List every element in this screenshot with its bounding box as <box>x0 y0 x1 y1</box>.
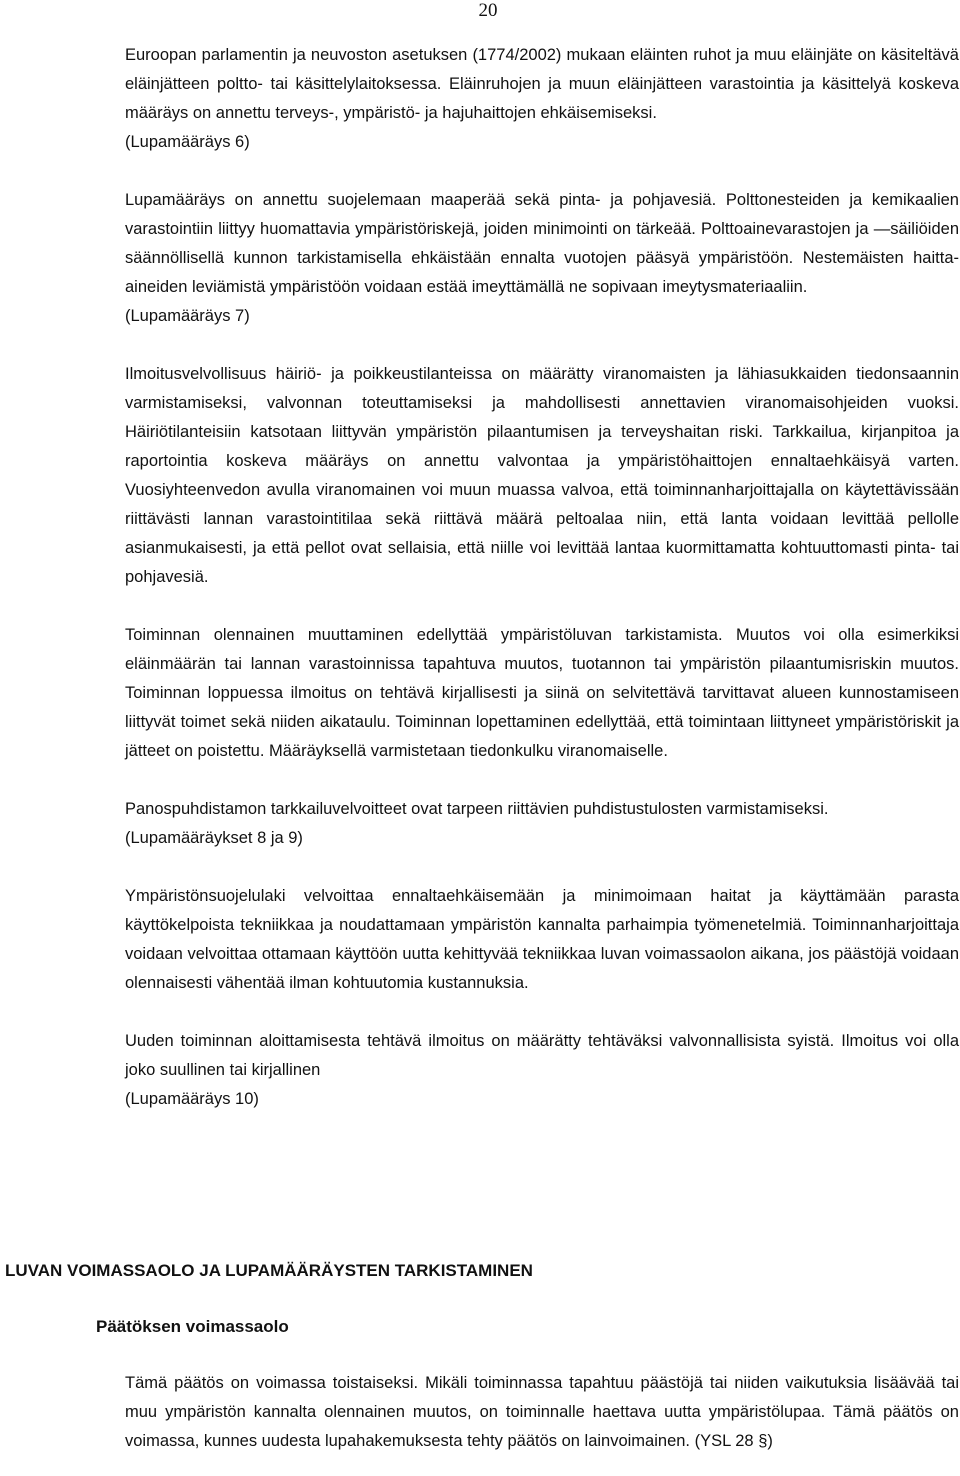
page-number: 20 <box>478 0 498 21</box>
body-section-1 <box>125 41 959 1114</box>
reference-lupamaarays-6: (Lupamääräys 6) <box>125 133 250 151</box>
reference-lupamaaraykset-8-9: (Lupamääräykset 8 ja 9) <box>125 829 303 847</box>
paragraph-treatment-plant: Panospuhdistamon tarkkailuvelvoitteet ovat tarpeen riittävien puhdistustulosten varmistamiseksi. <box>125 800 829 818</box>
reference-lupamaarays-10: (Lupamääräys 10) <box>125 1090 259 1108</box>
paragraph-operation-changes: Toiminnan olennainen muuttaminen edellyttää ympäristöluvan tarkistamista. Muutos voi olla esimerkiksi eläinmäärän tai lannan varastoinnissa tapahtuva muutos, tuotannon tai ympäristön pilaantumisriskin muutos. Toiminnan loppuessa ilmoitus on tehtävä kirjallisesti ja siinä on selvitettävä tarvittavat alueen kunnostamiseen liittyvät toimet sekä niiden aikataulu. Toiminnan lopettaminen edellyttää, että toimintaan liittyneet ympäristöriskit ja jätteet on poistettu. Määräyksellä varmistetaan tiedonkulku viranomaiselle. <box>125 626 959 760</box>
section-heading: LUVAN VOIMASSAOLO JA LUPAMÄÄRÄYSTEN TARKISTAMINEN <box>5 1261 533 1280</box>
paragraph-decision-validity: Tämä päätös on voimassa toistaiseksi. Mikäli toiminnassa tapahtuu päästöjä tai niiden vaikutuksia lisäävää tai muu ympäristön kannalta olennainen muutos, on toiminnalle haettava uutta ympäristölupaa. Tämä päätös on voimassa, kunnes uudesta lupahakemuksesta tehty päätös on lainvoimainen. (YSL 28 §) <box>125 1374 959 1450</box>
paragraph-reporting-obligation: Ilmoitusvelvollisuus häiriö- ja poikkeustilanteissa on määrätty viranomaisten ja lähiasukkaiden tiedonsaannin varmistamiseksi, valvonnan toteuttamiseksi ja mahdollisesti annettavien viranomaisohjeiden vuoksi. Häiriötilanteisiin katsotaan liittyvän ympäristön pilaantumisen ja terveyshaitan riski. Tarkkailua, kirjanpitoa ja raportointia koskeva määräys on annettu valvontaa ja ympäristöhaittojen ennaltaehkäisyä varten. Vuosiyhteenvedon avulla viranomainen voi muun muassa valvoa, että toiminnanharjoittajalla on käytettävissään riittävästi lannan varastointitilaa sekä riittävä määrä peltoalaa niin, että lanta voidaan levittää pellolle asianmukaisesti, ja että pellot ovat sellaisia, että niille voi levittää lantaa kuormittamatta kohtuuttomasti pinta- tai pohjavesiä. <box>125 365 959 586</box>
subsection-heading: Päätöksen voimassaolo <box>96 1317 289 1336</box>
paragraph-new-operation-notice: Uuden toiminnan aloittamisesta tehtävä ilmoitus on määrätty tehtäväksi valvonnallisista syistä. Ilmoitus voi olla joko suullinen tai kirjallinen <box>125 1032 959 1079</box>
reference-lupamaarays-7: (Lupamääräys 7) <box>125 307 250 325</box>
body-section-2 <box>125 1369 959 1456</box>
paragraph-animal-waste: Euroopan parlamentin ja neuvoston asetuksen (1774/2002) mukaan eläinten ruhot ja muu eläinjäte on käsiteltävä eläinjätteen poltto- tai käsittelylaitoksessa. Eläinruhojen ja muun eläinjätteen varastointia ja käsittelyä koskeva määräys on annettu terveys-, ympäristö- ja hajuhaittojen ehkäisemiseksi. <box>125 46 959 122</box>
paragraph-soil-protection: Lupamääräys on annettu suojelemaan maaperää sekä pinta- ja pohjavesiä. Polttonesteiden ja kemikaalien varastointiin liittyy huomattavia ympäristöriskejä, joiden minimointi on tärkeää. Polttoainevarastojen ja —säiliöiden säännöllisellä kunnon tarkistamisella ehkäistään ennalta vuotojen pääsyä ympäristöön. Nestemäisten haitta-aineiden leviämistä ympäristöön voidaan estää imeyttämällä ne sopivaan imeytysmateriaaliin. <box>125 191 959 296</box>
paragraph-environmental-protection-act: Ympäristönsuojelulaki velvoittaa ennaltaehkäisemään ja minimoimaan haitat ja käyttämään parasta käyttökelpoista tekniikkaa ja noudattamaan ympäristön kannalta parhaimpia työmenetelmiä. Toiminnanharjoittaja voidaan velvoittaa ottamaan käyttöön uutta kehittyvää tekniikkaa luvan voimassaolon aikana, jos päästöjä voidaan olennaisesti vähentää ilman kohtuutomia kustannuksia. <box>125 887 959 992</box>
